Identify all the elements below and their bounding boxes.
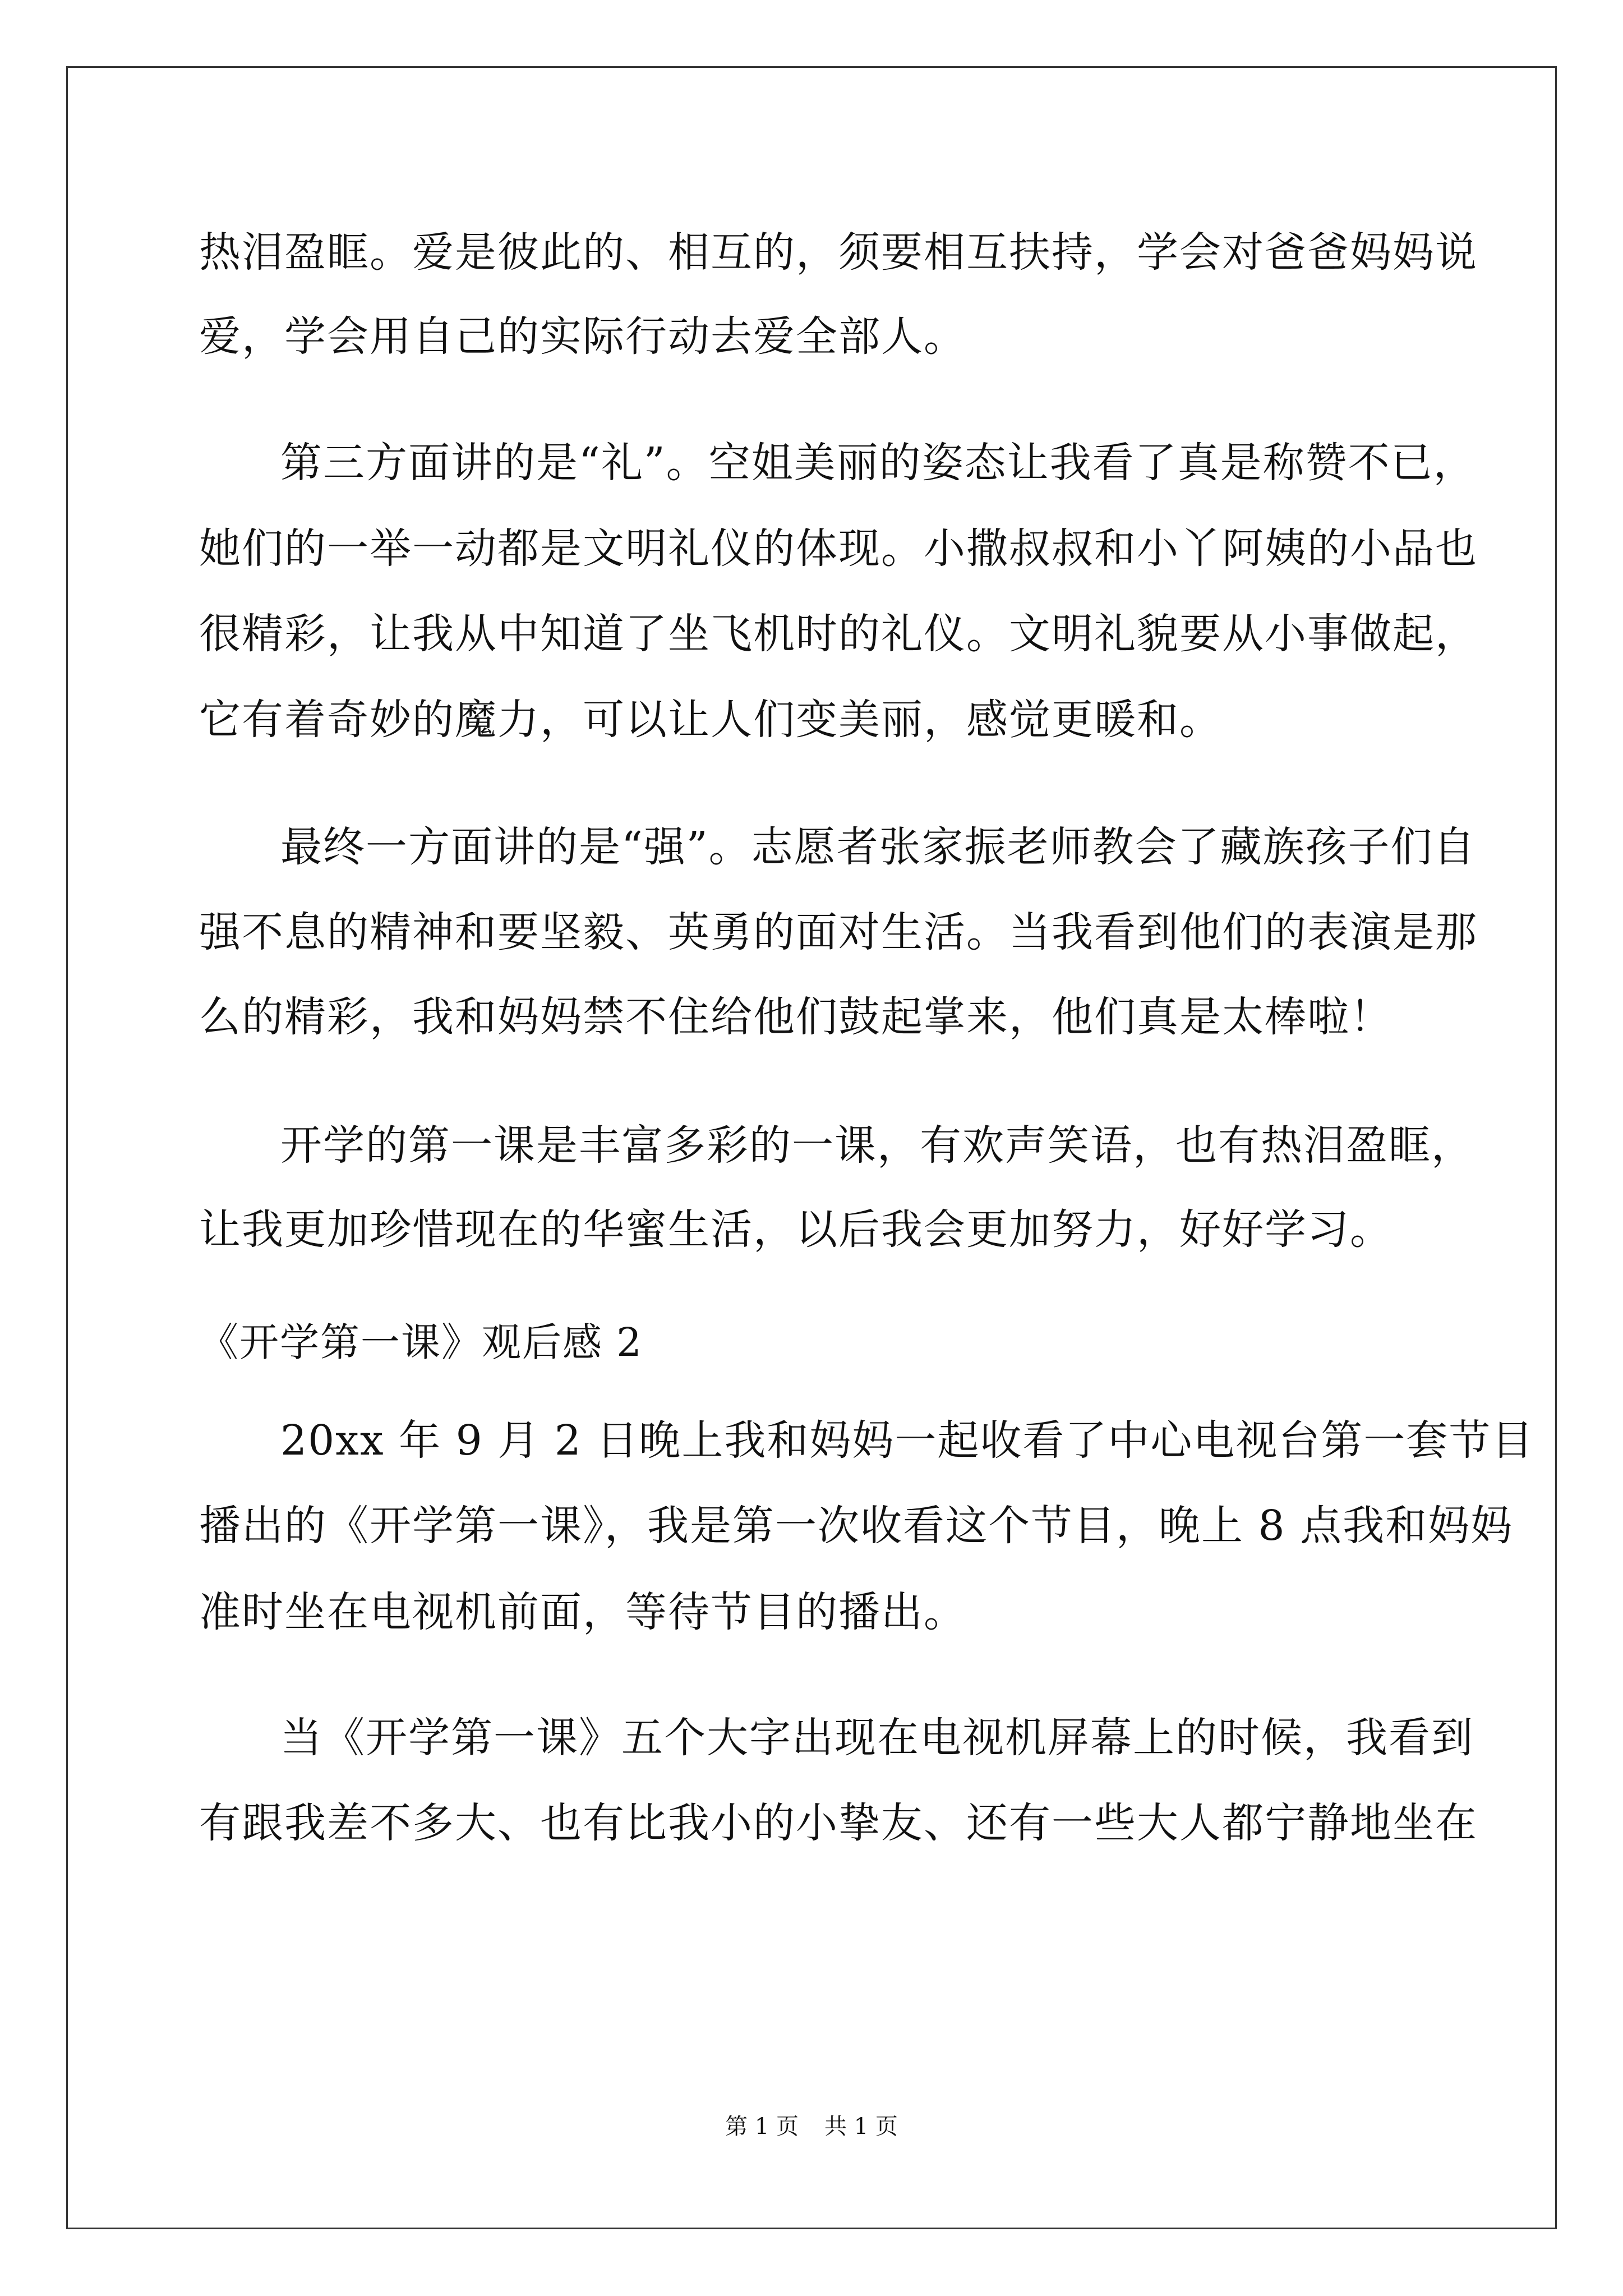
- text-line: 爱，学会用自己的实际行动去爱全部人。: [199, 312, 966, 361]
- text-line: 第三方面讲的是“礼”。空姐美丽的姿态让我看了真是称赞不已，: [280, 439, 1476, 487]
- text-line: 它有着奇妙的魔力，可以让人们变美丽，感觉更暖和。: [199, 696, 1222, 744]
- text-line: 播出的《开学第一课》，我是第一次收看这个节目，晚上 8 点我和妈妈: [199, 1502, 1514, 1550]
- text-line: 有跟我差不多大、也有比我小的小挚友、还有一些大人都宁静地坐在: [199, 1799, 1478, 1847]
- section-heading: 《开学第一课》观后感 2: [199, 1319, 643, 1365]
- page-number: 第 1 页: [725, 2114, 799, 2139]
- text-line: 么的精彩，我和妈妈禁不住给他们鼓起掌来，他们真是太棒啦！: [199, 993, 1393, 1041]
- page-footer: [0, 2113, 1623, 2141]
- text-line: 20xx 年 9 月 2 日晚上我和妈妈一起收看了中心电视台第一套节目: [280, 1416, 1534, 1465]
- page-total: 共 1 页: [824, 2114, 898, 2139]
- text-line: 热泪盈眶。爱是彼此的、相互的，须要相互扶持，学会对爸爸妈妈说: [199, 228, 1478, 277]
- text-line: 很精彩，让我从中知道了坐飞机时的礼仪。文明礼貌要从小事做起，: [199, 610, 1478, 658]
- text-line: 她们的一举一动都是文明礼仪的体现。小撒叔叔和小丫阿姨的小品也: [199, 524, 1478, 573]
- text-line: 最终一方面讲的是“强”。志愿者张家振老师教会了藏族孩子们自: [280, 823, 1476, 871]
- text-line: 强不息的精神和要坚毅、英勇的面对生活。当我看到他们的表演是那: [199, 908, 1478, 956]
- text-line: 当《开学第一课》五个大字出现在电视机屏幕上的时候，我看到: [280, 1714, 1474, 1762]
- text-line: 准时坐在电视机前面，等待节目的播出。: [199, 1588, 966, 1636]
- text-line: 开学的第一课是丰富多彩的一课，有欢声笑语，也有热泪盈眶，: [280, 1121, 1474, 1170]
- text-line: 让我更加珍惜现在的华蜜生活，以后我会更加努力，好好学习。: [199, 1205, 1393, 1254]
